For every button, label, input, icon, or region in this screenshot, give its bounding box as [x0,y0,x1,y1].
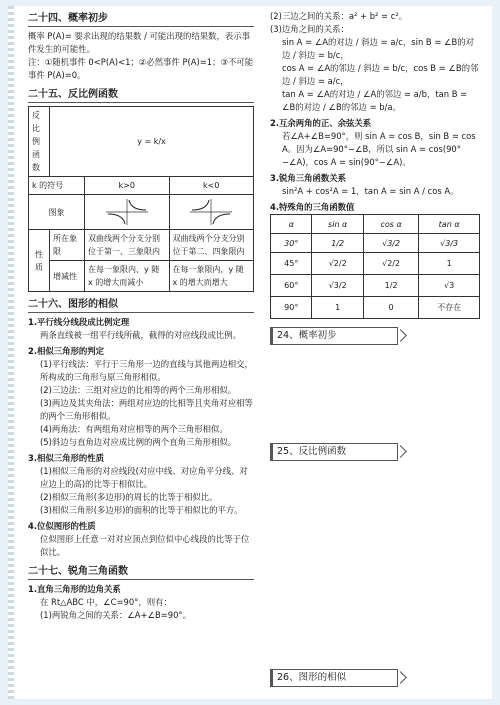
table-cell: 0 [363,297,418,319]
table-cell: 45° [271,253,312,275]
table-cell: 60° [271,275,312,297]
table-cell: √3 [419,275,480,297]
cell-label-ksign: k 的符号 [29,177,85,195]
cell-graph-positive [85,195,170,230]
cell-label-monotonic: 增减性 [50,261,85,292]
side-angle-heading: (3)边角之间的关系： [270,24,349,34]
sine-definition: sin A = ∠A的对边 / 斜边 = a/c，sin B = ∠B的对边 / 斜边 = b/c， [282,37,475,60]
cell-label-graph: 图象 [29,195,85,230]
cell-graph-negative [169,195,254,230]
binding-gutter [8,6,14,699]
special-angles-table [270,214,480,319]
inverse-function-table [28,106,254,292]
subheading-special-angles: 4.特殊角的三角函数值 [270,202,355,212]
chapter-tab-similarity[interactable]: 26、图形的相似 [270,669,398,687]
criteria-d: (4)两角法：有两组角对应相等的两个三角形相似。 [40,424,228,434]
probability-definition: 概率 P(A)= 要求出现的结果数 / 可能出现的结果数，表示事件发生的可能性。 [28,31,251,54]
cell-quadrant-negative: 双曲线两个分支分别位于第二、四象限内 [169,230,254,261]
side-relation: (2)三边之间的关系：a² + b² = c²。 [270,11,408,21]
left-column [28,6,254,622]
subheading-right-triangle: 1.直角三角形的边角关系 [28,584,121,594]
parallel-lines-text: 两条直线被一组平行线所截，截得的对应线段成比例。 [40,330,241,340]
table-cell: 1/2 [312,234,363,253]
probability-note: 注：①随机事件 0<P(A)<1；②必然事件 P(A)=1；③不可能事件 P(A)=0。 [28,57,254,80]
property-a: (1)相似三角形的对应线段(对应中线、对应角平分线、对应边上的高)的比等于相似比。 [40,466,248,489]
cell-monotonic-positive: 在每一象限内，y 随 x 的增大而减小 [85,261,170,292]
right-triangle-intro: 在 Rt△ABC 中，∠C=90°，则有： [40,597,172,607]
section-title-probability: 二十四、概率初步 [28,12,254,27]
section-title-trig: 二十七、锐角三角函数 [28,565,254,580]
subheading-similar-properties: 3.相似三角形的性质 [28,453,105,463]
cell-quadrant-positive: 双曲线两个分支分别位于第一、三象限内 [85,230,170,261]
cell-label-quadrant: 所在象限 [50,230,85,261]
hyperbola-quadrant-1-3-graph [104,197,150,227]
table-cell: 90° [271,297,312,319]
complementary-text: 若∠A+∠B=90°，则 sin A = cos B，sin B = cos A。因为∠A=90°−∠B，所以 sin A = cos(90°−∠A)，cos A = sin(90°−∠A)。 [282,131,476,167]
cell-formula: y = k/x [50,107,254,177]
table-cell: 30° [271,234,312,253]
table-cell: 1 [312,297,363,319]
subheading-trig-relation: 3.锐角三角函数关系 [270,173,347,183]
table-row [271,253,480,275]
table-header-cell: cos α [363,215,418,234]
cell-k-negative: k<0 [169,177,254,195]
table-cell: 1/2 [363,275,418,297]
tangent-definition: tan A = ∠A的对边 / ∠A的邻边 = a/b，tan B = ∠B的对边 / ∠B的邻边 = b/a。 [282,89,468,112]
cell-k-positive: k>0 [85,177,170,195]
criteria-c: (3)两边及其夹角法：两组对应边的比相等且夹角对应相等的两个三角形相似。 [40,398,253,421]
trig-relation-text: sin²A + cos²A = 1，tan A = sin A / cos A。 [282,186,459,196]
chapter-tab-probability[interactable]: 24、概率初步 [270,327,398,345]
subheading-complementary: 2.互余两角的正、余弦关系 [270,118,372,128]
table-row [271,234,480,253]
table-cell: √3/2 [363,234,418,253]
table-header-cell: α [271,215,312,234]
table-cell: √2/2 [312,253,363,275]
table-cell: √3/3 [419,234,480,253]
table-cell: 1 [419,253,480,275]
table-header-row [271,215,480,234]
criteria-b: (2)三边法：三组对应边的比相等的两个三角形相似。 [40,385,237,395]
cosine-definition: cos A = ∠A的邻边 / 斜边 = b/c，cos B = ∠B的邻边 / 斜边 = a/c， [282,63,479,86]
subheading-parallel-lines: 1.平行线分线段成比例定理 [28,317,130,327]
section-title-similarity: 二十六、图形的相似 [28,298,254,313]
cell-label-property: 性质 [29,230,50,292]
table-cell: 不存在 [419,297,480,319]
chapter-tab-inverse-function[interactable]: 25、反比例函数 [270,443,398,461]
criteria-a: (1)平行线法：平行于三角形一边的直线与其他两边相交，所构成的三角形与原三角形相似。 [40,359,253,382]
subheading-similar-criteria: 2.相似三角形的判定 [28,346,105,356]
cell-monotonic-negative: 在每一象限内，y 随 x 的增大而增大 [169,261,254,292]
homothetic-text: 位似图形上任意一对对应顶点到位似中心线段的比等于位似比。 [40,534,250,557]
table-header-cell: tan α [419,215,480,234]
section-title-inverse-function: 二十五、反比例函数 [28,88,254,103]
right-triangle-angles: (1)两锐角之间的关系：∠A+∠B=90°。 [40,610,191,620]
property-b: (2)相似三角形(多边形)的周长的比等于相似比。 [40,492,218,502]
table-cell: √3/2 [312,275,363,297]
table-row [271,275,480,297]
table-row [271,297,480,319]
criteria-e: (5)斜边与直角边对应成比例的两个直角三角形相似。 [40,437,237,447]
right-column [270,6,480,687]
property-c: (3)相似三角形(多边形)的面积的比等于相似比的平方。 [40,505,243,515]
hyperbola-quadrant-2-4-graph [188,197,234,227]
subheading-homothetic: 4.位似图形的性质 [28,521,96,531]
cell-label-function: 反比例函数 [29,107,50,177]
table-header-cell: sin α [312,215,363,234]
table-cell: √2/2 [363,253,418,275]
page [8,6,492,699]
